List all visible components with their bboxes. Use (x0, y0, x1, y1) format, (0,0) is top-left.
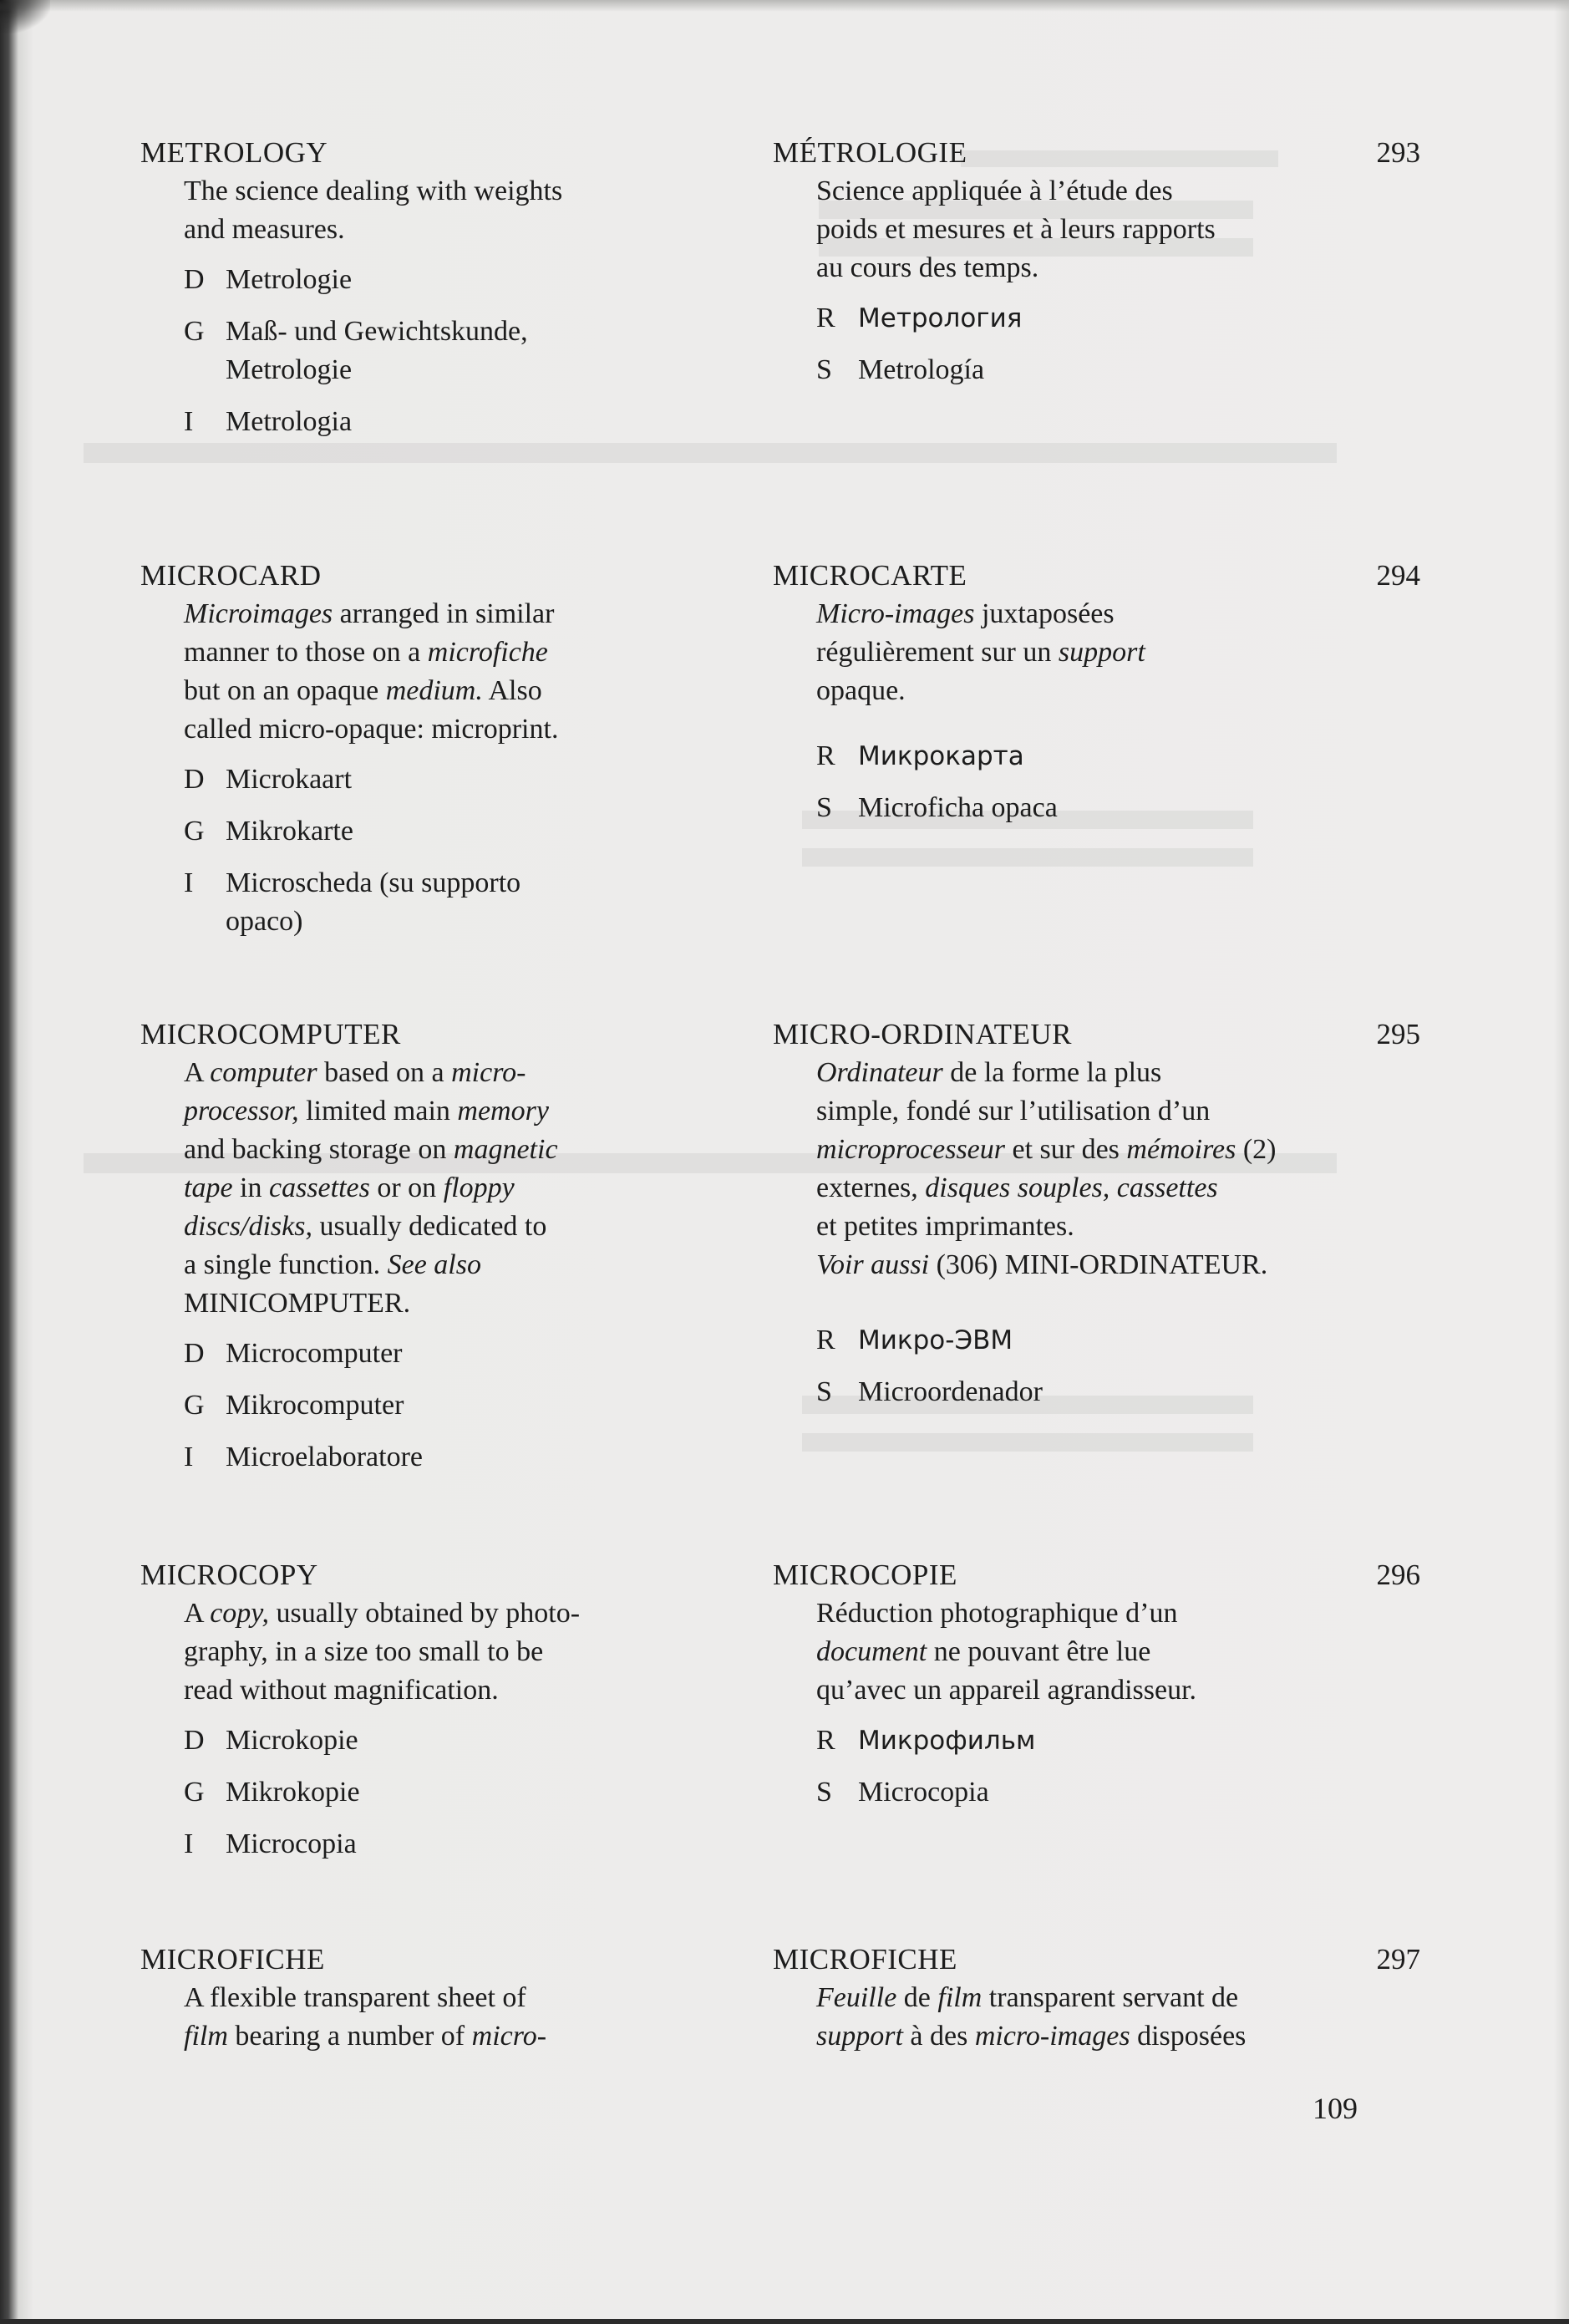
term-row (184, 864, 683, 941)
entry-microcopie-fr (773, 1556, 1441, 1825)
term-text: Maß- und Gewichtskunde, Metrologie (226, 316, 528, 385)
entry-number: 293 (1376, 136, 1420, 169)
equivalent-terms-list (816, 299, 1441, 389)
language-code: I (184, 867, 194, 898)
language-code: R (816, 303, 835, 333)
entry-definition-en: The science dealing with weights and measures. (184, 175, 563, 245)
term-row (816, 1721, 1441, 1760)
term-text: Microkaart (226, 764, 353, 795)
page-number: 109 (1313, 2092, 1358, 2125)
entry-heading-fr: MICROCOPIE (773, 1559, 957, 1591)
entry-metrologie-fr (773, 134, 1441, 403)
equivalent-terms-list (184, 1721, 683, 1864)
language-code: R (816, 1325, 835, 1355)
term-row (816, 737, 1441, 776)
entry-definition-fr: Science appliquée à l’étude des poids et mesures et à leurs rapports au cours des temps. (816, 175, 1216, 283)
page-bottom-edge (0, 2319, 1569, 2324)
page-top-edge (0, 0, 1569, 12)
term-text: Microcomputer (226, 1338, 403, 1369)
term-row (816, 1373, 1441, 1411)
language-code: S (816, 792, 832, 823)
language-code: R (816, 740, 835, 771)
term-text: Metrología (858, 354, 985, 385)
entry-definition-en: A computer based on a micro- processor, limited main memory and backing storage on magnetic tape in cassettes or on floppy discs/disks, usually dedicated to a single function. See also MINICOMPUTER. (184, 1057, 558, 1319)
entry-heading-en: MICROCOPY (140, 1559, 318, 1591)
term-row (184, 1773, 683, 1812)
term-text: Microkopie (226, 1725, 358, 1756)
language-code: S (816, 354, 832, 385)
entry-definition-fr: Feuille de film transparent servant de support à des micro-images disposées (816, 1982, 1247, 2052)
term-text: Mikrocomputer (226, 1390, 404, 1421)
term-text: Микро-ЭВМ (858, 1325, 1013, 1355)
entry-metrology-en (140, 134, 683, 455)
entry-heading-en: MICROFICHE (140, 1943, 325, 1976)
equivalent-terms-list (184, 760, 683, 941)
term-text: Microelaboratore (226, 1442, 423, 1472)
entry-heading-fr: MICROCARTE (773, 559, 967, 592)
page-corner-shadow (0, 0, 50, 33)
equivalent-terms-list (816, 1321, 1441, 1411)
language-code: D (184, 264, 205, 295)
entry-microcopy-en (140, 1556, 683, 1877)
entry-definition-fr: Ordinateur de la forme la plus simple, fondé sur l’utilisation d’un microprocesseur et sur des mémoires (2) externes, disques souples, cassettes et petites imprimantes. Voir aussi (306) MINI-ORDINATEUR. (816, 1057, 1277, 1280)
entry-heading-fr: MICRO-ORDINATEUR (773, 1018, 1072, 1050)
term-row (184, 1721, 683, 1760)
entry-micro-ordinateur-fr (773, 1015, 1441, 1425)
entry-number: 294 (1376, 559, 1420, 592)
entry-microfiche-en (140, 1940, 683, 2056)
term-row (184, 1825, 683, 1864)
term-row (184, 261, 683, 299)
entry-heading-fr: MICROFICHE (773, 1943, 957, 1976)
entry-definition-en: A copy, usually obtained by photo- graphy, in a size too small to be read without magnification. (184, 1598, 581, 1706)
term-row (816, 789, 1441, 827)
term-row (816, 351, 1441, 389)
term-row (184, 1386, 683, 1425)
term-text: Microcopia (226, 1828, 357, 1859)
term-text: Микрофильм (858, 1726, 1036, 1756)
language-code: D (184, 1725, 205, 1756)
term-text: Microordenador (858, 1376, 1043, 1407)
language-code: D (184, 1338, 205, 1369)
term-row (816, 1773, 1441, 1812)
entry-definition-fr: Micro-images juxtaposées régulièrement sur un support opaque. (816, 598, 1145, 706)
term-row (816, 1321, 1441, 1360)
entry-number: 297 (1376, 1943, 1420, 1976)
entry-heading-en: MICROCOMPUTER (140, 1018, 401, 1050)
entry-heading-en: METROLOGY (140, 136, 328, 169)
term-row (184, 1438, 683, 1477)
language-code: I (184, 406, 194, 437)
equivalent-terms-list (184, 1335, 683, 1477)
language-code: S (816, 1376, 832, 1407)
language-code: G (184, 816, 205, 847)
term-text: Microscheda (su supporto opaco) (226, 867, 521, 937)
language-code: G (184, 1390, 205, 1421)
term-row (184, 1335, 683, 1373)
term-text: Microcopia (858, 1777, 989, 1808)
entry-heading-fr: MÉTROLOGIE (773, 136, 967, 169)
language-code: G (184, 1777, 205, 1808)
equivalent-terms-list (816, 737, 1441, 827)
entry-number: 296 (1376, 1559, 1420, 1591)
entry-heading-en (140, 557, 683, 595)
term-text: Mikrokopie (226, 1777, 360, 1808)
entry-number: 295 (1376, 1018, 1420, 1050)
entry-definition-en: Microimages arranged in similar manner to those on a microfiche but on an opaque medium. Also called micro-opaque: microprint. (184, 598, 559, 745)
equivalent-terms-list (184, 261, 683, 441)
language-code: I (184, 1828, 194, 1859)
language-code: G (184, 316, 205, 347)
language-code: I (184, 1442, 194, 1472)
term-row (184, 812, 683, 851)
term-text: Metrologia (226, 406, 353, 437)
entry-definition-fr: Réduction photographique d’un document ne pouvant être lue qu’avec un appareil agrandisseur. (816, 1598, 1197, 1706)
language-code: S (816, 1777, 832, 1808)
term-text: Метрология (858, 303, 1023, 333)
term-text: Microficha opaca (858, 792, 1058, 823)
term-row (816, 299, 1441, 338)
entry-microfiche-fr (773, 1940, 1441, 2056)
equivalent-terms-list (816, 1721, 1441, 1812)
language-code: R (816, 1725, 835, 1756)
term-row (184, 403, 683, 441)
entry-microcard-en (140, 557, 683, 954)
entry-microcomputer-en (140, 1015, 683, 1490)
entry-definition-en: A flexible transparent sheet of film bearing a number of micro- (184, 1982, 547, 2052)
term-row (184, 760, 683, 799)
language-code: D (184, 764, 205, 795)
term-text: Metrologie (226, 264, 353, 295)
term-text: Микрокарта (858, 741, 1024, 771)
term-row (184, 313, 683, 389)
entry-heading-text: MICROCARD (140, 559, 322, 592)
term-text: Mikrokarte (226, 816, 353, 847)
entry-microcarte-fr (773, 557, 1441, 841)
